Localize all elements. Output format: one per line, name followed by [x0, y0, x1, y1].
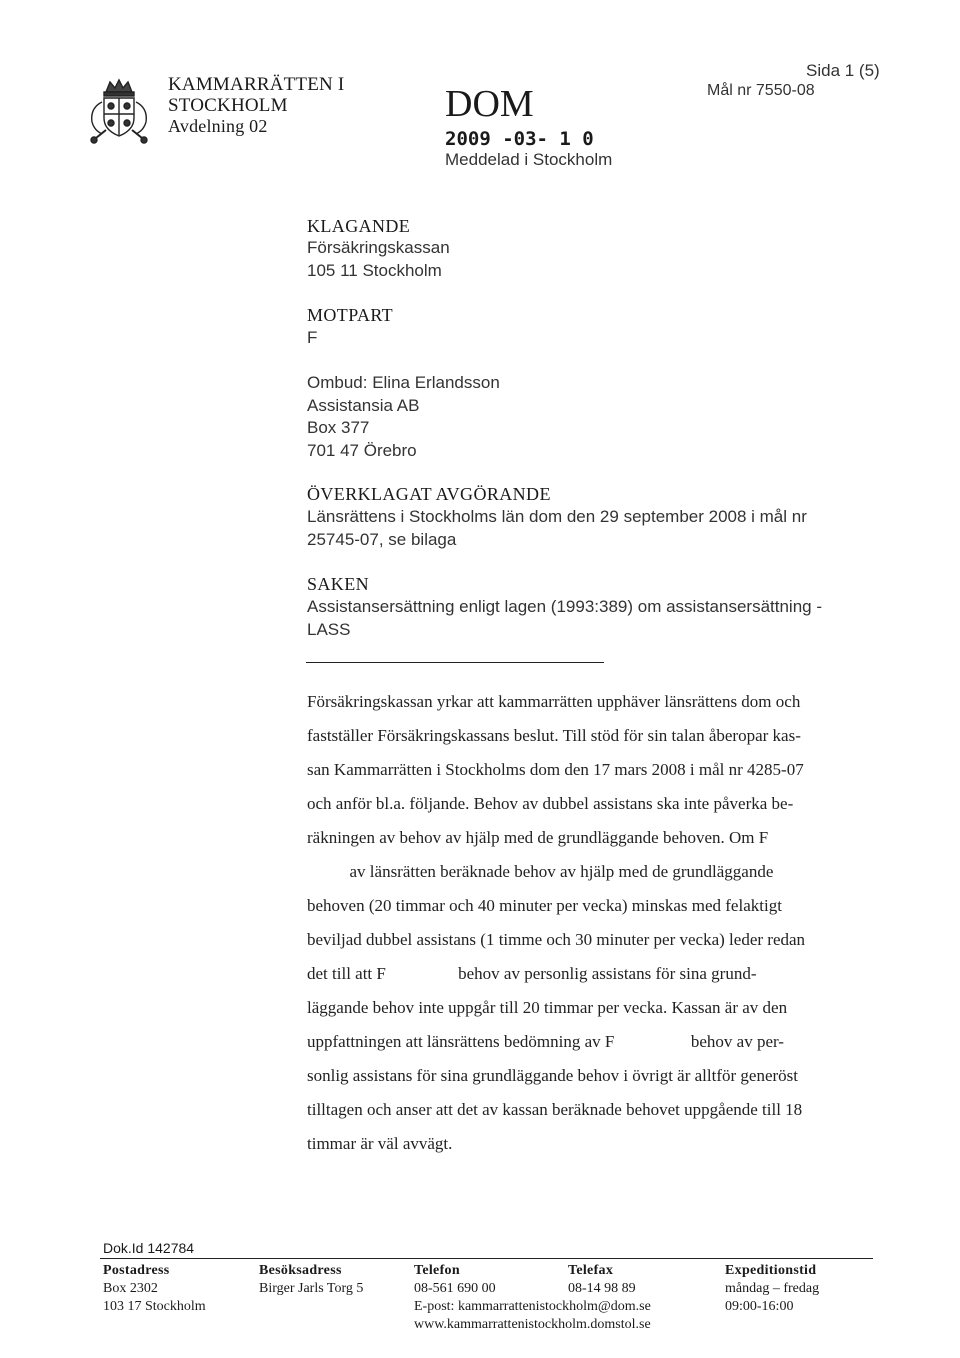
body-line: timmar är väl avvägt.	[307, 1134, 453, 1153]
appealed-decision-line: Länsrättens i Stockholms län dom den 29 september 2008 i mål nr	[307, 507, 807, 526]
body-line: uppfattningen att länsrättens bedömning av F behov av per-	[307, 1032, 784, 1051]
body-line: sonlig assistans för sina grundläggande behov i övrigt är alltför generöst	[307, 1066, 798, 1085]
subject-heading: SAKEN	[307, 574, 370, 594]
court-name-line1: KAMMARRÄTTEN I	[168, 74, 345, 95]
department: Avdelning 02	[168, 116, 268, 136]
ombud-line: Box 377	[307, 418, 370, 437]
issued-place: Meddelad i Stockholm	[445, 150, 613, 169]
footer-website: www.kammarrattenistockholm.domstol.se	[414, 1317, 651, 1332]
section-divider	[306, 662, 604, 663]
body-line: behoven (20 timmar och 40 minuter per vecka) minskas med felaktigt	[307, 896, 782, 915]
document-id: Dok.Id 142784	[103, 1240, 195, 1256]
court-seal-logo	[84, 78, 154, 144]
footer-heading: Postadress	[103, 1263, 170, 1278]
footer-line: Birger Jarls Torg 5	[259, 1281, 364, 1296]
klagande-line: 105 11 Stockholm	[307, 261, 442, 280]
footer-heading: Telefax	[568, 1263, 614, 1278]
footer-line: 08-561 690 00	[414, 1281, 496, 1296]
court-name-line2: STOCKHOLM	[168, 95, 288, 116]
subject-line: LASS	[307, 620, 351, 639]
footer-heading: Besöksadress	[259, 1263, 342, 1278]
appealed-decision-heading: ÖVERKLAGAT AVGÖRANDE	[307, 484, 551, 504]
klagande-heading: KLAGANDE	[307, 216, 411, 236]
footer-line: 08-14 98 89	[568, 1281, 636, 1296]
footer-line: Box 2302	[103, 1281, 158, 1296]
body-line: beviljad dubbel assistans (1 timme och 30 minuter per vecka) leder redan	[307, 930, 806, 949]
body-line: av länsrätten beräknade behov av hjälp med de grundläggande	[307, 862, 774, 881]
body-line: Försäkringskassan yrkar att kammarrätten upphäver länsrättens dom och	[307, 692, 801, 711]
court-name-block	[168, 74, 344, 137]
footer-besoksadress	[259, 1262, 363, 1298]
motpart-name: F	[307, 328, 318, 347]
ombud-line: Assistansia AB	[307, 396, 420, 415]
appealed-decision-line: 25745-07, se bilaga	[307, 530, 457, 549]
footer-line: 09:00-16:00	[725, 1299, 794, 1314]
motpart-heading: MOTPART	[307, 305, 394, 325]
body-line: och anför bl.a. följande. Behov av dubbel assistans ska inte påverka be-	[307, 794, 794, 813]
footer-divider	[100, 1258, 873, 1259]
footer-heading: Telefon	[414, 1263, 460, 1278]
body-line: fastställer Försäkringskassans beslut. Till stöd för sin talan åberopar kas-	[307, 726, 801, 745]
subject-line: Assistansersättning enligt lagen (1993:389) om assistansersättning -	[307, 597, 823, 616]
ombud-line: 701 47 Örebro	[307, 441, 417, 460]
footer-line: 103 17 Stockholm	[103, 1299, 206, 1314]
footer-heading: Expeditionstid	[725, 1263, 817, 1278]
page-number: Sida 1 (5)	[806, 61, 880, 80]
ombud-line: Ombud: Elina Erlandsson	[307, 373, 500, 392]
footer-line: måndag – fredag	[725, 1281, 820, 1296]
body-line: tilltagen och anser att det av kassan beräknade behovet uppgående till 18	[307, 1100, 803, 1119]
footer-postadress	[103, 1262, 206, 1316]
document-type-title: DOM	[445, 83, 534, 125]
date-stamp: 2009 -03- 1 0	[445, 128, 594, 150]
case-number: Mål nr 7550-08	[707, 82, 815, 99]
body-line: det till att F behov av personlig assistans för sina grund-	[307, 964, 757, 983]
klagande-line: Försäkringskassan	[307, 238, 450, 257]
footer-telefax	[568, 1262, 636, 1298]
footer-email: E-post: kammarrattenistockholm@dom.se	[414, 1299, 651, 1314]
body-line: san Kammarrätten i Stockholms dom den 17 mars 2008 i mål nr 4285-07	[307, 760, 804, 779]
body-line: läggande behov inte uppgår till 20 timmar per vecka. Kassan är av den	[307, 998, 788, 1017]
body-line: räkningen av behov av hjälp med de grundläggande behoven. Om F	[307, 828, 769, 847]
footer-expeditionstid	[725, 1262, 819, 1316]
